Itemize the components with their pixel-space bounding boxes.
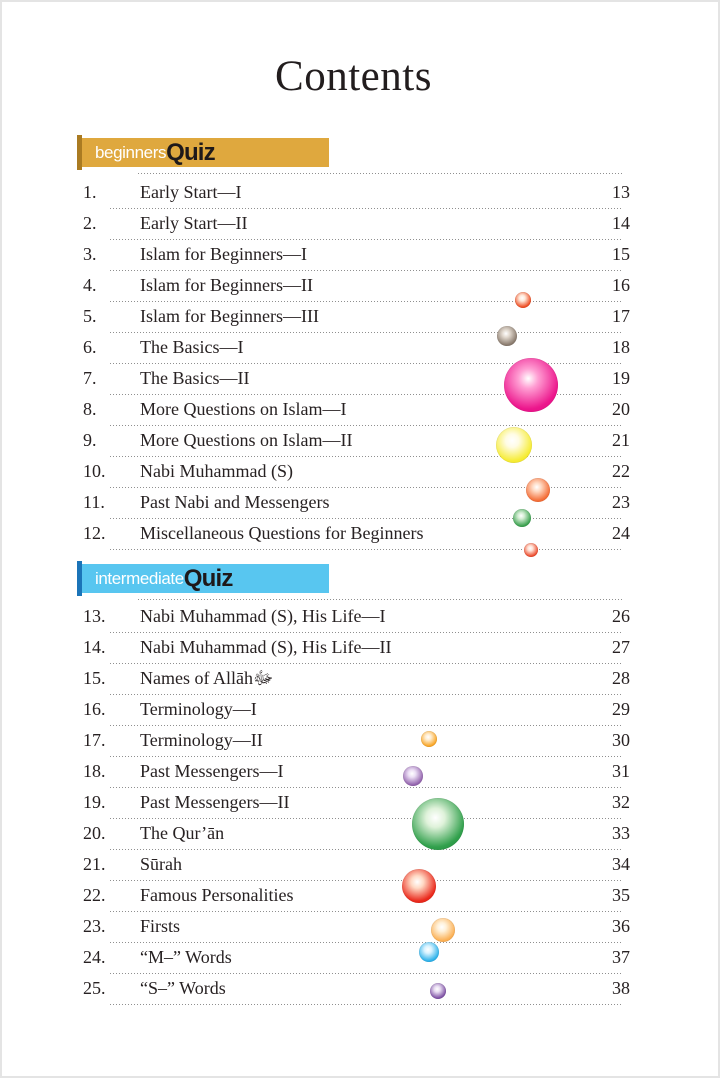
entry-page-number: 17 — [612, 306, 630, 326]
entry-page-number: 19 — [612, 368, 630, 388]
entry-number: 4. — [83, 275, 97, 295]
entry-number: 6. — [83, 337, 97, 357]
entry-page-number: 38 — [612, 978, 630, 998]
toc-entry-row — [77, 633, 630, 664]
entry-number: 12. — [83, 523, 106, 543]
entry-title: Miscellaneous Questions for Beginners — [140, 523, 424, 543]
entry-number: 16. — [83, 699, 106, 719]
entry-title: The Qur’ān — [140, 823, 225, 843]
intermediate-banner-quiz-label: Quiz — [183, 564, 233, 592]
entry-page-number: 20 — [612, 399, 630, 419]
entry-number: 19. — [83, 792, 106, 812]
entry-page-number: 18 — [612, 337, 630, 357]
entry-page-number: 29 — [612, 699, 630, 719]
entry-page-number: 21 — [612, 430, 630, 450]
entry-title: Early Start—II — [140, 213, 248, 233]
beginners-entry-list — [77, 178, 630, 550]
beginners-banner-rule — [138, 173, 622, 174]
row-separator — [110, 549, 622, 550]
beginners-banner — [82, 138, 329, 167]
entry-title: Past Messengers—II — [140, 792, 290, 812]
entry-number: 22. — [83, 885, 106, 905]
entry-title: More Questions on Islam—I — [140, 399, 347, 419]
entry-title: Terminology—I — [140, 699, 257, 719]
toc-entry-row — [77, 757, 630, 788]
entry-page-number: 31 — [612, 761, 630, 781]
entry-number: 2. — [83, 213, 97, 233]
toc-entry-row — [77, 664, 630, 695]
intermediate-banner — [82, 564, 329, 593]
entry-title: Nabi Muhammad (S), His Life—I — [140, 606, 386, 626]
toc-entry-row — [77, 457, 630, 488]
entry-page-number: 35 — [612, 885, 630, 905]
entry-title: Names of Allāhﷻ — [140, 668, 274, 688]
entry-title: Famous Personalities — [140, 885, 294, 905]
entry-page-number: 34 — [612, 854, 630, 874]
toc-entry-row — [77, 519, 630, 550]
entry-title: More Questions on Islam—II — [140, 430, 353, 450]
entry-page-number: 28 — [612, 668, 630, 688]
entry-title: Islam for Beginners—II — [140, 275, 313, 295]
toc-entry-row — [77, 881, 630, 912]
entry-title: Terminology—II — [140, 730, 263, 750]
entry-page-number: 37 — [612, 947, 630, 967]
toc-entry-row — [77, 488, 630, 519]
entry-number: 17. — [83, 730, 106, 750]
entry-number: 24. — [83, 947, 106, 967]
intermediate-banner-rule — [138, 599, 622, 600]
entry-title: Nabi Muhammad (S) — [140, 461, 293, 481]
toc-entry-row — [77, 695, 630, 726]
toc-entry-row — [77, 788, 630, 819]
entry-number: 14. — [83, 637, 106, 657]
entry-title: “S–” Words — [140, 978, 226, 998]
entry-number: 20. — [83, 823, 106, 843]
intermediate-entry-list — [77, 602, 630, 1005]
toc-entry-row — [77, 395, 630, 426]
entry-number: 21. — [83, 854, 106, 874]
toc-entry-row — [77, 271, 630, 302]
toc-entry-row — [77, 974, 630, 1005]
entry-title: Early Start—I — [140, 182, 242, 202]
entry-page-number: 16 — [612, 275, 630, 295]
entry-page-number: 23 — [612, 492, 630, 512]
entry-page-number: 26 — [612, 606, 630, 626]
entry-number: 11. — [83, 492, 105, 512]
entry-number: 3. — [83, 244, 97, 264]
entry-number: 18. — [83, 761, 106, 781]
toc-entry-row — [77, 364, 630, 395]
toc-entry-row — [77, 302, 630, 333]
toc-entry-row — [77, 819, 630, 850]
entry-page-number: 14 — [612, 213, 630, 233]
entry-number: 9. — [83, 430, 97, 450]
toc-entry-row — [77, 240, 630, 271]
entry-number: 8. — [83, 399, 97, 419]
entry-number: 1. — [83, 182, 97, 202]
entry-page-number: 32 — [612, 792, 630, 812]
beginners-banner-quiz-label: Quiz — [166, 138, 215, 166]
toc-entry-row — [77, 209, 630, 240]
entry-title: Past Nabi and Messengers — [140, 492, 330, 512]
toc-entry-row — [77, 850, 630, 881]
entry-number: 15. — [83, 668, 106, 688]
entry-number: 23. — [83, 916, 106, 936]
entry-title: Firsts — [140, 916, 181, 936]
entry-page-number: 36 — [612, 916, 630, 936]
toc-entry-row — [77, 178, 630, 209]
toc-entry-row — [77, 426, 630, 457]
entry-number: 10. — [83, 461, 106, 481]
entry-title: “M–” Words — [140, 947, 232, 967]
entry-title: Past Messengers—I — [140, 761, 284, 781]
page-title: Contents — [275, 53, 432, 100]
entry-title: Islam for Beginners—I — [140, 244, 307, 264]
entry-title: The Basics—I — [140, 337, 244, 357]
toc-entry-row — [77, 912, 630, 943]
entry-title: Islam for Beginners—III — [140, 306, 319, 326]
entry-title: Sūrah — [140, 854, 182, 874]
entry-page-number: 33 — [612, 823, 630, 843]
toc-entry-row — [77, 943, 630, 974]
intermediate-banner-label: intermediate — [95, 568, 184, 588]
entry-number: 13. — [83, 606, 106, 626]
entry-page-number: 22 — [612, 461, 630, 481]
row-separator — [110, 1004, 622, 1005]
entry-title: The Basics—II — [140, 368, 250, 388]
toc-entry-row — [77, 333, 630, 364]
entry-number: 7. — [83, 368, 97, 388]
entry-page-number: 13 — [612, 182, 630, 202]
entry-page-number: 30 — [612, 730, 630, 750]
entry-page-number: 24 — [612, 523, 630, 543]
entry-page-number: 27 — [612, 637, 630, 657]
entry-number: 25. — [83, 978, 106, 998]
entry-page-number: 15 — [612, 244, 630, 264]
entry-number: 5. — [83, 306, 97, 326]
toc-entry-row — [77, 726, 630, 757]
toc-entry-row — [77, 602, 630, 633]
beginners-banner-label: beginners — [95, 142, 167, 162]
entry-title: Nabi Muhammad (S), His Life—II — [140, 637, 392, 657]
